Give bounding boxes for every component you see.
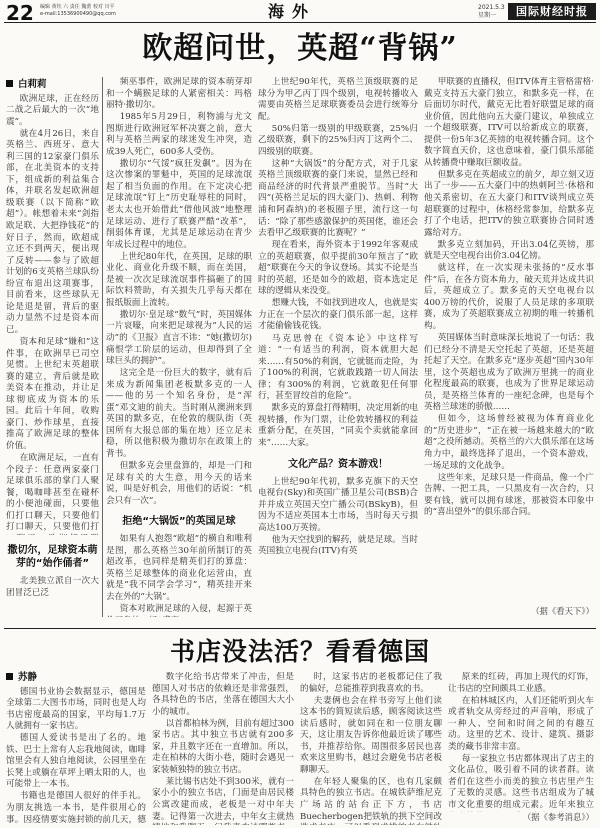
article1-col3 bbox=[258, 77, 418, 617]
a1c4-p6: 但如今，这场曾经被视为体育商业化的“历史进步”，“正在被一场越来越大的“欧超”之役所撼动。英格兰的六大俱乐部在这场角力中，最终选择了退出，一个资本游戏，一场足球的文化战争。 bbox=[424, 414, 594, 471]
a1c4-p2: 但默多克在英超成立的前夕，却立刻又迈出了一步——五大豪门中的热刺阿兰·休格和他关系密切，在五大豪门和ITV谈判成立英超联赛的过程中，休格经常参加，给默多克打了个电话，把ITV的独立联赛协合同时透露给对方。 bbox=[424, 169, 594, 238]
a1c1-p2: 就在4月26日，来自英格兰、西班牙、意大利三国的12家豪门俱乐部，在北美资本的支持下，组成新的利益集合体，并联名发起欧洲超级联赛（以下简称“欧超”）。帐想着未来“剑指欧足联、大把挣钱花”的好日子，然而，欧超成立还不到两天，便出现了反转——参与了欧超计划的6支英格兰球队纷纷宣布退出这项赛事，目前看来，这些球队无论是退是留，背后的驱动力显然不过是资本而已。 bbox=[6, 128, 99, 335]
a1c3-p6: 马克思曾在《资本论》中这样写道：“一有适当的利润，资本就胆大起来……有50%的利润，它就铤而走险，为了100%的利润，它就敢践踏一切人间法律；有300%的利润，它就敢犯任何罪行，甚至冒绞首的危险”。 bbox=[258, 333, 418, 402]
issue-date bbox=[478, 4, 505, 20]
page-number: 22 bbox=[6, 1, 34, 25]
a2c4-p3: 每一家独立书店都体现出了店主的文化品位，吸引着不同的读者群。读者们在这些小而美的独立书店里产生了无数的灵感。这些书店组成为了城市文化重要的组成元素。近年来独立 bbox=[448, 753, 594, 811]
article1-byline bbox=[6, 77, 99, 93]
article1-source-wrap bbox=[424, 606, 594, 619]
article-divider bbox=[4, 628, 596, 629]
article1-col1-foot bbox=[6, 540, 99, 616]
a1c2-p1: 频巫事件，欧洲足球的资本萌芽却和一个螨猴足球的人紧密相关：玛格丽特·撒切尔。 bbox=[106, 77, 252, 111]
newspaper-logo: 国际财经时报 bbox=[508, 3, 596, 20]
article2-headline: 书店没法活？看看德国 bbox=[169, 637, 430, 666]
weekday-line: 星期一 bbox=[478, 12, 497, 19]
article2-col4 bbox=[448, 672, 594, 812]
a1c3-after-p1: 上世纪90年代初，默多克旗下的天空电视台(Sky)和英国广播卫星公司(BSB)合并并成立英国天空广播公司(BSkyB)，但因为不适应英国本土市场，当时每天亏损高达100万英镑。 bbox=[258, 476, 418, 533]
a1c3-after-p2: 他为天空找到的解药，就是足球。当时英国独立电视台(ITV)有英 bbox=[258, 534, 418, 557]
a1c1-p4: 在欧洲足坛，一直有个段子：任意两家豪门足球俱乐部的掌门人聚餐，喝咖啡甚至在碰杯的小便池碰面，只要他们打口聊天，只要他们打口聊天，只要他们打 bbox=[6, 452, 99, 533]
a2c4-p2: 在柏林城区内，人们还能听到火车或者轨交从旁经过的声音响，形成了一种人、空间和时间之间的有趣互动。这里的艺术、设计、建筑、摄影类的藏书非常丰富。 bbox=[448, 695, 594, 752]
a1c2-p4: 上世纪80年代，在英国，足球的职业化、商业化升级不顺，而在美国，是被一次次足球流氓事件搞砸了的国际饮料赞助，有关损失几乎每天都在报纸版面上流转。 bbox=[106, 251, 252, 308]
article1-subhead1: 撒切尔，足球资本萌芽的“始作俑者” bbox=[7, 545, 98, 569]
editor-credits bbox=[40, 4, 160, 18]
a1c2-p5: 撒切尔·皇足球“数气”时，英国媒体一片哀嚎，向来把足球视为“人民的运动”的《卫报》直言不讳：“她(撒切尔)痛恨学工阶层的运动，但却得到了全球巨头的拥护”。 bbox=[106, 309, 252, 367]
a1c2-p7: 但默多克会里盘算的，却是一门和足球有关的大生意，用今天的话来说，叫是好机会，用他们的话说：“机会只有一次”。 bbox=[106, 461, 252, 506]
a2c1-p1: 德国书业协会数据显示，德国是全球第二大图书市场，同时也是人均书店密度最高的国家，平均每1.7万人就拥有一家书店。 bbox=[6, 686, 146, 732]
section-title: 海外 bbox=[268, 2, 317, 21]
article2-col3 bbox=[300, 672, 442, 825]
a1c2-after-p2: 资本对欧洲足球的入侵，起源于英 bbox=[119, 604, 252, 615]
article1-col1 bbox=[6, 77, 99, 535]
a1c3-p2: 50%归第一级别的甲级联赛，25%归乙级联赛，剩下的25%归丙丁这两个二、四级别的联赛。 bbox=[258, 123, 418, 157]
article1-subhead2: 拒绝“大锅饭”的英国足球 bbox=[122, 516, 236, 528]
article1-author: 白莉莉 bbox=[18, 79, 47, 90]
article1-subhead3: 文化产品？资本游戏！ bbox=[288, 458, 388, 470]
article1-col2 bbox=[106, 77, 252, 617]
a2c3-p2: 夫妻俩也会在样书旁写上他们读这本书的简短读后感，顾客阅读这些读后感时，就如同在和一位朋友聊天，这让朋友告诉你他最近读了哪些书，并推荐给你。周围很多居民也喜欢来这里购书，越过会避免书店老板聊聊天。 bbox=[300, 695, 442, 775]
byline-square-icon bbox=[6, 673, 13, 680]
email-line: e-mail:13536900490@qq.com bbox=[40, 11, 116, 17]
date-line: 2021.5.3 bbox=[478, 4, 505, 11]
a2c1-p2: 德国人爱读书是出了名的。地铁、巴士上常有人忘我地阅读，咖啡馆里会有人独自地阅读，公园里坐在长凳上或躺在草坪上晒太阳的人，也可能带上一本书。 bbox=[6, 733, 146, 790]
a1c4-p5: 英国媒体当时意味深长地说了一句话：我们已经分不清是天空托起了英超，还是英超托起了天空。在默多克“逐步英超”国内30年里，这个英超也成为了欧洲万里挑一的商业化程度最高的联赛，也成为了世界足球运动员，是英格兰体育的一座纪念碑，也是每个英格兰球迷的骄傲…… bbox=[424, 333, 594, 413]
article2-byline bbox=[6, 670, 146, 686]
article2-source: （据《参考消息》） bbox=[522, 812, 594, 822]
editor-line: 编辑 黄钰 六 责任 魏蕾 校对 川平 bbox=[40, 4, 115, 10]
article2-author: 苏静 bbox=[18, 672, 38, 683]
a1c1-p1: 欧洲足球，正在经历二战之后最大的一次“地震”。 bbox=[6, 93, 99, 127]
a1c1-p3: 资本和足球“嫌和”这件事，在欧洲早已司空见惯。上世纪末英超联赛的建立，背后就是欧美资本在推动，并让足球彻底成为资本的乐园。此后十年间，收购豪门、炒作球星，直接推高了欧洲足球的整体价值。 bbox=[6, 336, 99, 451]
a2c2-p1: 数字化给书店带来了冲击，但是德国人对书店的依赖还是非常强烈，各具特色的书店，坐落在德国大大小小的城市。 bbox=[152, 672, 294, 717]
a2c4-p1: 原来的红砖，再加上现代的灯饰，让书店的空间颇具工业感。 bbox=[448, 672, 594, 694]
a2c3-p1: 时，这家书店的老板都记住了我的偏好，总能推荐到我喜欢的书。 bbox=[300, 672, 442, 694]
a1c2-p3: 撒切尔“气馁”疯狂发飙”。因为在这次惨案的罪魁中，英国的足球流氓起了相当负面的作用。在下定决心把足球流氓“钉上”历史耻辱柱的同时，老太太也开始借此“借他风波”地整理足球运动、进行了联赛严酷“改革”，削弱体育课，尤其是足球运动在青少年成长过程中的地位。 bbox=[106, 158, 252, 250]
article1-headline: 欧超问世，英超“背锅” bbox=[142, 31, 458, 66]
a1c2-p6: 这完全是一份巨大的数字，就有后来成为新闻集团老板默多克的一人——他的另一个知名身份，是“浑蛋”邓文迪的前夫。当时刚从澳洲来到英国的默多克，在伦敦的舰队街（英国所有大报总部的集在地）还立足未稳，所以他积极为撒切尔在政策上的背书。 bbox=[106, 368, 252, 459]
a1c3-p4: 现在看来，海外资本于1992年客观成立的英超联赛，似乎提前30年预言了“欧超”联赛在今天的争议登场。其实不论是当时的英超，还是如今的欧超，资本选定足球的逻辑从来没变。 bbox=[258, 240, 418, 297]
a1c4-p3: 默多克立刻加码，开出3.04亿英镑，那就是天空电视台出价3.04亿镑。 bbox=[424, 239, 594, 262]
article2-col2 bbox=[152, 672, 294, 825]
byline-square-icon bbox=[6, 80, 13, 87]
a1c3-p5: 想赚大钱，不如找到进攻人，也就是实力正在一个层次的豪门俱乐部一起，这样才能偷偷钱花钱。 bbox=[258, 298, 418, 332]
article2-source-wrap bbox=[448, 812, 594, 825]
article2-col1 bbox=[6, 670, 146, 825]
column-divider bbox=[102, 77, 103, 617]
a1c3-p7: 默多克的算盘打得精明，决定用新的电视转播，作为门票，让伦敦转播权的利益重新分配，在英国，“同卖个卖就能拿回来”……大家。 bbox=[258, 403, 418, 448]
a2c2-p3: 莱比锡书店处不到300米，就有一家小小的独立书店，门面是由居民楼公寓改建而成，老板是一对中年夫妻。记得第一次进去，中年女主就热 bbox=[152, 776, 294, 822]
a1c3-p3: 这种“大锅饭”的分配方式，对于几家英格兰顶级联赛的豪门来说，显然已经和商品经济的时代背景严重脱节。当时“大四”(英格兰足坛的四大豪门)、热刺、利物浦和阿森纳)的老板圈子里，流行这一句话：“除了那些感激保护的英国佬，谁还会去看甲乙级联赛的比赛呢？” bbox=[258, 158, 418, 239]
a1c2-after-p1: 如果有人抱怨“欧超”的横自和唯利是图，那么英格兰30年前所制订的英超改革，也同样是精英们打的算盘：英格兰足球整体的商业化运营由，直就是“我不同学会学习”，精英挂开来去在外的“大锅”。 bbox=[106, 534, 252, 602]
a1c4-p1: 甲联赛的直播权，但ITV体育主管格雷格·戴克支持五大豪门独立，和默多克一样，在后面切尔时代，戴克无比看好联盟足球的商业价值，因此他向五大豪门建议，单独成立一个超级联赛，ITV可以给新成立的联赛，提供一份5年3亿英镑的电视转播合同。这个数字简直天价，这也意味着，豪门俱乐部能从转播费中赚取巨额收益。 bbox=[424, 77, 594, 168]
a2c1-p3: 书籍也是德国人很好的伴手礼。为朋友挑选一本书，是件很用心的事。因疫情要实施封锁的前几天，德 bbox=[6, 791, 146, 825]
a1c1-after-sub: 北美独立派自一次大团冒泛已泛 bbox=[6, 576, 99, 598]
article1-col4 bbox=[424, 77, 594, 617]
a2c3-p3: 在年轻人聚集的区，也有几家颇具特色的独立书店。在城铁萨维尼克广场站的站台正下方，书店Buecherbogen把铁轨的拱下空间改 bbox=[300, 776, 442, 822]
a2c2-p2: 以首都柏林为例，目前有超过300家书店。其中独立书店就有200多家，并且数字还在一直增加。所以，走在柏林的大街小巷，随时会遇见一家装帧独特的独立书店。 bbox=[152, 718, 294, 775]
header-rule bbox=[4, 22, 596, 23]
a1c2-p2: 1985年5月29日，利物浦与尤文图斯进行欧洲冠军杯决赛之前，意大利与英格兰两家的球迷发生冲突，造成39人死亡，600多人受伤。 bbox=[106, 112, 252, 157]
article1-source: （据《看天下》） bbox=[531, 606, 594, 616]
a1c3-p1: 上世纪90年代，英格兰顶级联赛的足球分为甲乙丙丁四个级别，电视转播收入需要由英格兰足球联赛委员会进行统筹分配。 bbox=[258, 77, 418, 122]
a1c4-p7: 这些年来，足球只是一件商品，像一个广告牌、一把工具，一只黑皮有一次合约，只要有钱，就可以拥有球迷，那被资本印象中的“喜出望外”的俱乐部合同。 bbox=[424, 472, 594, 518]
a1c4-p4: 就这样，在一次实现未张扬的“反水事件”后，在各方资本角力，破天荒并达成共识后，英超成立了。默多克的天空电视台以400万镑的代价，说服了人员足球的多项联赛，成为了英超联赛成立初期的唯一转播机构。 bbox=[424, 263, 594, 331]
